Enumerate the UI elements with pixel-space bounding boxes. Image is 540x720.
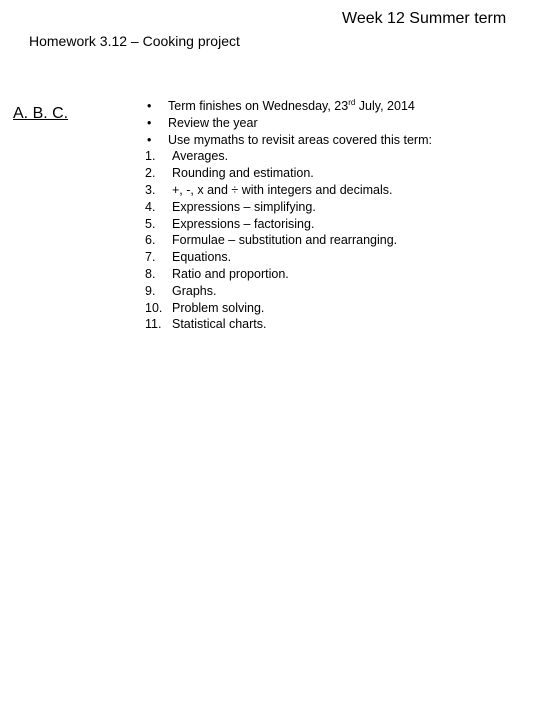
list-number: 11. (145, 317, 162, 332)
list-text: Expressions – factorising. (172, 216, 315, 231)
abc-label: A. B. C. (13, 105, 69, 122)
list-text: Equations. (172, 250, 232, 265)
term-text-superscript: rd (348, 98, 356, 107)
bullet-icon: • (147, 115, 152, 130)
list-number: 2. (145, 166, 156, 181)
term-text-prefix: Term finishes on Wednesday, 23 (168, 99, 349, 113)
bullet-text: Review the year (168, 115, 258, 130)
list-text: Expressions – simplifying. (172, 199, 316, 214)
term-text-suffix: July, 2014 (355, 99, 415, 113)
week-title: Week 12 Summer term (342, 10, 507, 27)
list-text: Ratio and proportion. (172, 266, 289, 281)
list-text: Averages. (172, 149, 229, 164)
bullet-icon: • (147, 132, 152, 147)
list-text: Problem solving. (172, 300, 265, 315)
list-number: 10. (145, 300, 163, 315)
list-number: 9. (145, 283, 156, 298)
list-number: 5. (145, 216, 156, 231)
bullet-icon: • (147, 99, 152, 113)
list-text: Graphs. (172, 283, 217, 298)
list-text: Formulae – substitution and rearranging. (172, 233, 398, 248)
list-number: 1. (145, 149, 156, 164)
list-number: 6. (145, 233, 156, 248)
list-text: Rounding and estimation. (172, 166, 314, 181)
bullet-text (168, 98, 415, 115)
list-text: Statistical charts. (172, 317, 267, 332)
list-number: 4. (145, 199, 156, 214)
list-text: +, -, x and ÷ with integers and decimals. (172, 182, 393, 197)
homework-title: Homework 3.12 – Cooking project (29, 33, 240, 49)
bullet-text: Use mymaths to revisit areas covered this term: (168, 132, 432, 147)
list-number: 3. (145, 182, 156, 197)
list-number: 8. (145, 266, 156, 281)
list-number: 7. (145, 250, 156, 265)
